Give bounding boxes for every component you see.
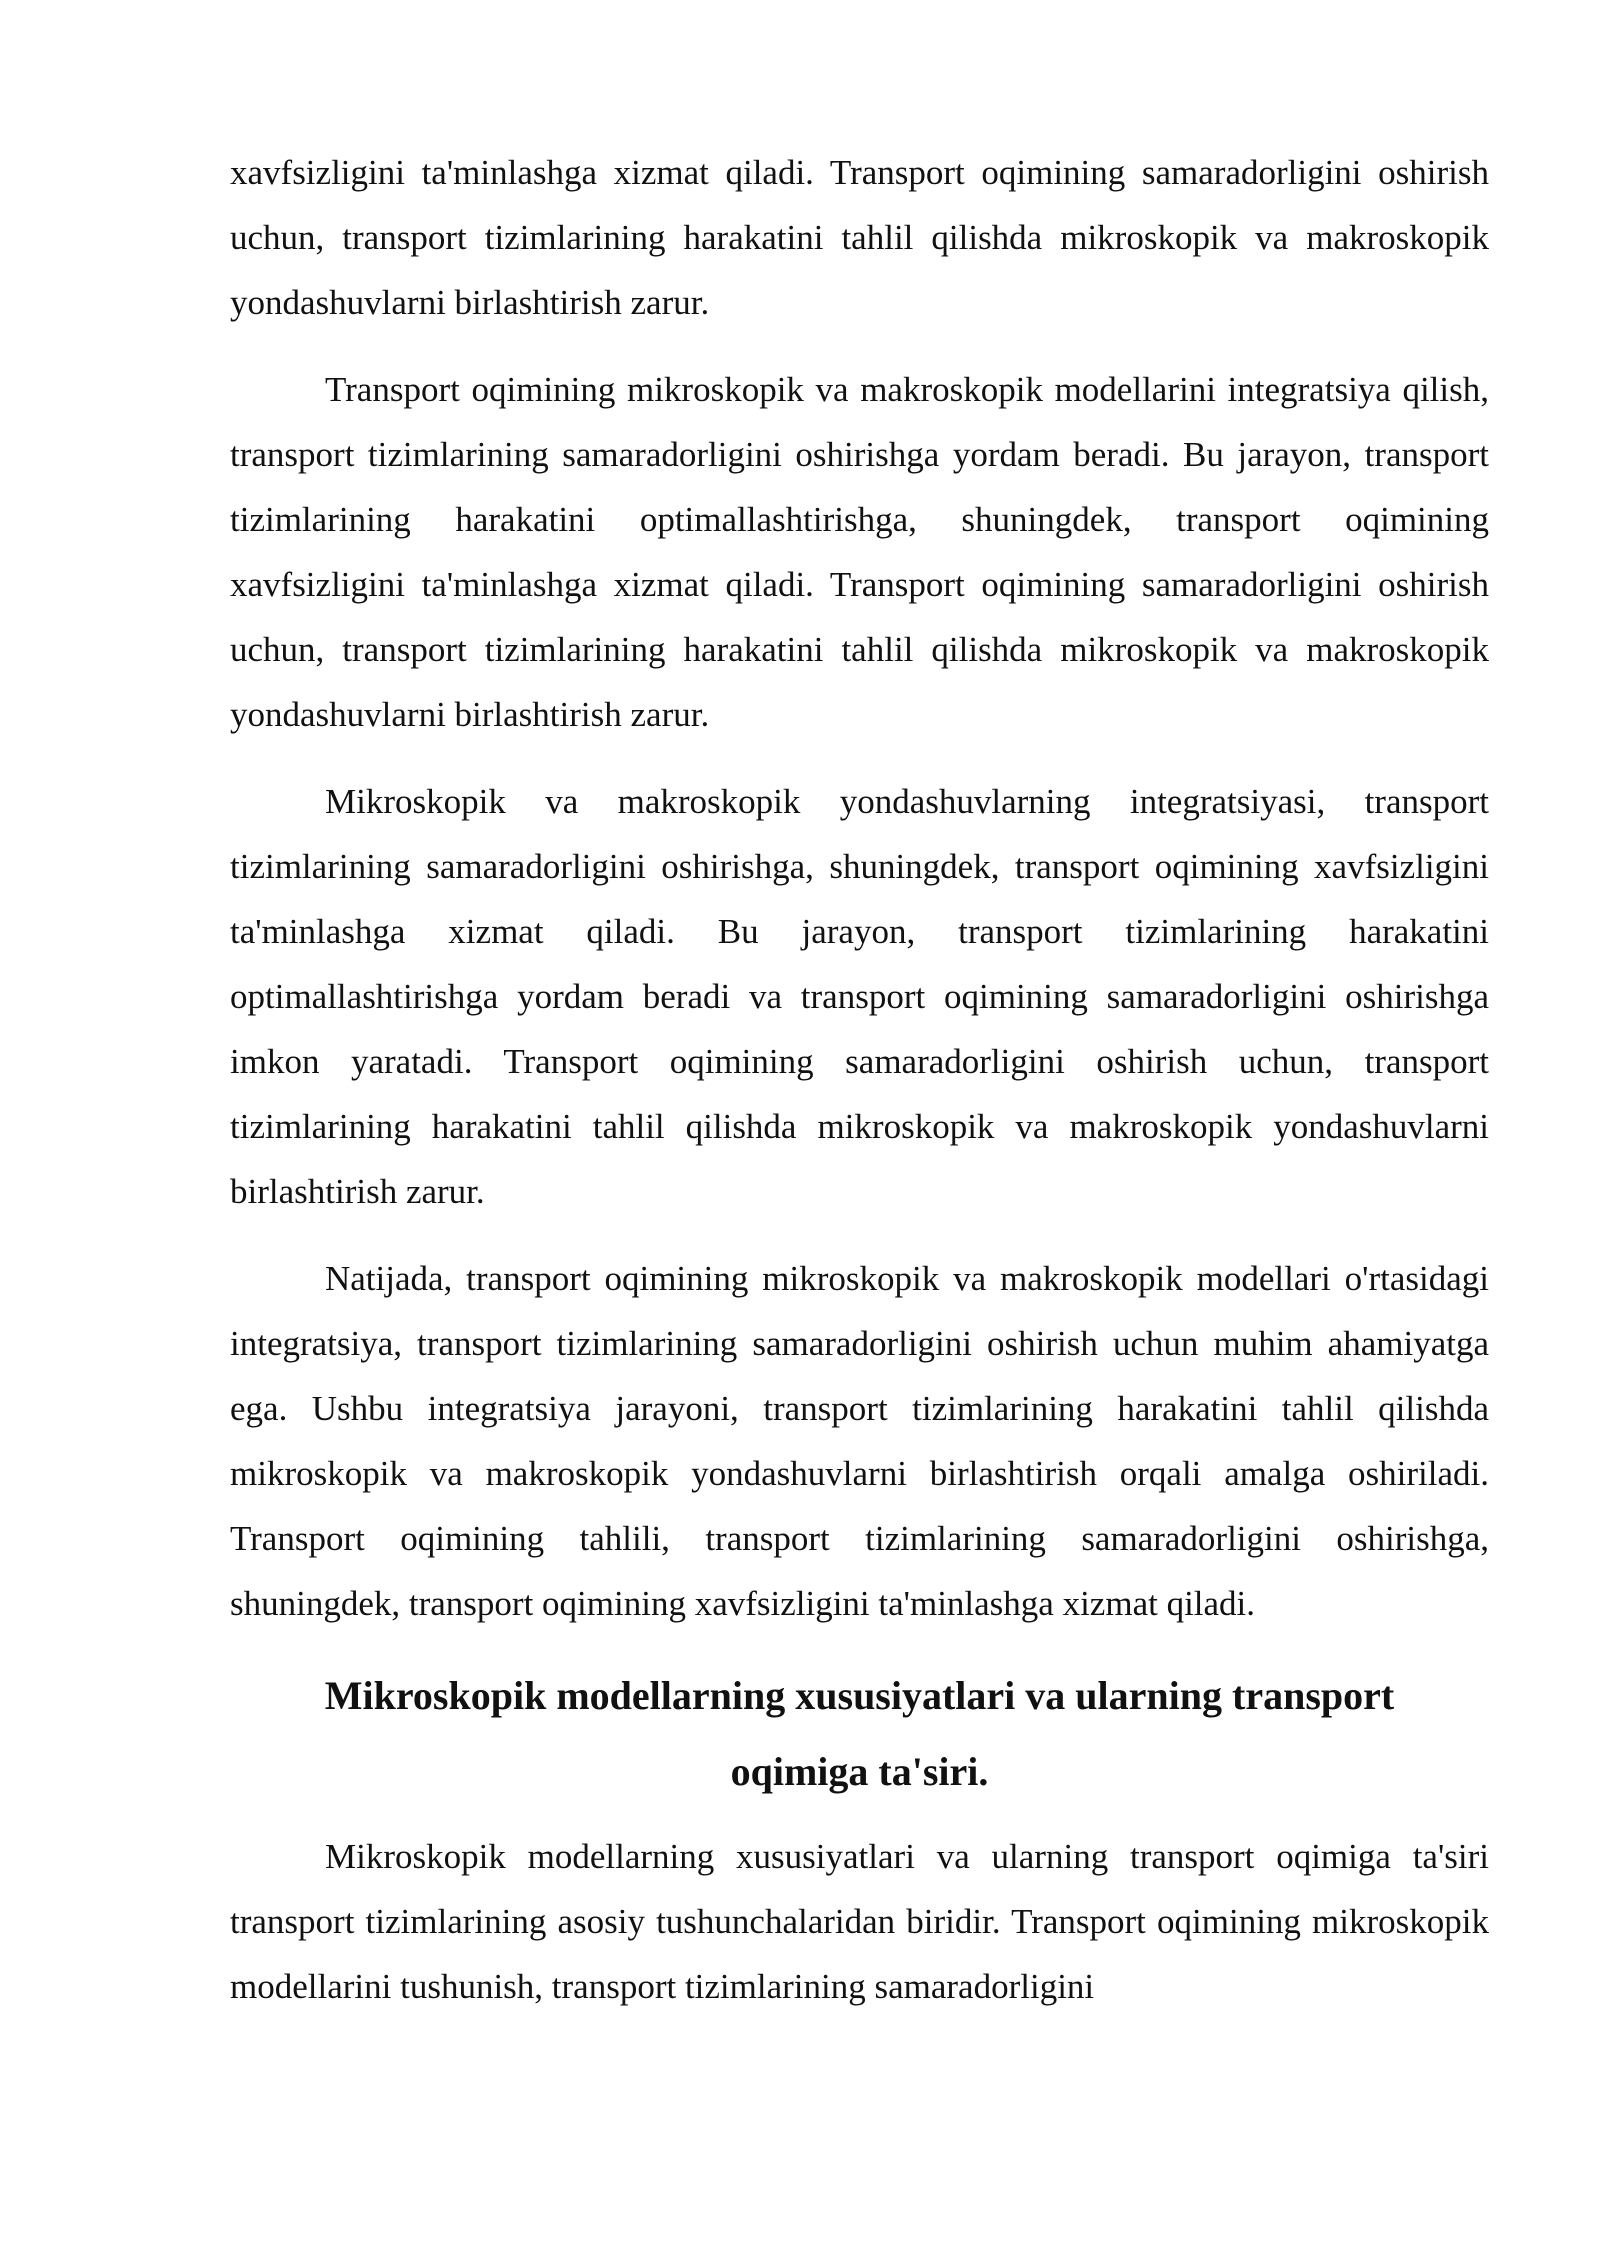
paragraph-section-intro: Mikroskopik modellarning xususiyatlari va ularning transport oqimiga ta'siri transport tizimlarining asosiy tushunchalaridan biridir. Transport oqimining mikroskopik modellarini tushunish, transport tizimlarining samaradorligini	[230, 1837, 1489, 2006]
document-page	[230, 140, 1489, 2041]
paragraph-integration-approaches: Mikroskopik va makroskopik yondashuvlarning integratsiyasi, transport tizimlarining samaradorligini oshirishga, shuningdek, transport oqimining xavfsizligini ta'minlashga xizmat qiladi. Bu jarayon, transport tizimlarining harakatini optimallashtirishga yordam beradi va transport oqimining samaradorligini oshirishga imkon yaratadi. Transport oqimining samaradorligini oshirish uchun, transport tizimlarining harakatini tahlil qilishda mikroskopik va makroskopik yondashuvlarni birlashtirish zarur.	[230, 782, 1489, 1211]
paragraph-conclusion: Natijada, transport oqimining mikroskopik va makroskopik modellari o'rtasidagi integratsiya, transport tizimlarining samaradorligini oshirish uchun muhim ahamiyatga ega. Ushbu integratsiya jarayoni, transport tizimlarining harakatini tahlil qilishda mikroskopik va makroskopik yondashuvlarni birlashtirish orqali amalga oshiriladi. Transport oqimining tahlili, transport tizimlarining samaradorligini oshirishga, shuningdek, transport oqimining xavfsizligini ta'minlashga xizmat qiladi.	[230, 1259, 1489, 1623]
section-heading: Mikroskopik modellarning xususiyatlari va ularning transport oqimiga ta'siri.	[324, 1673, 1395, 1794]
paragraph-continuation: xavfsizligini ta'minlashga xizmat qiladi. Transport oqimining samaradorligini oshirish uchun, transport tizimlarining harakatini tahlil qilishda mikroskopik va makroskopik yondashuvlarni birlashtirish zarur.	[230, 153, 1489, 322]
paragraph-integration-models: Transport oqimining mikroskopik va makroskopik modellarini integratsiya qilish, transport tizimlarining samaradorligini oshirishga yordam beradi. Bu jarayon, transport tizimlarining harakatini optimallashtirishga, shuningdek, transport oqimining xavfsizligini ta'minlashga xizmat qiladi. Transport oqimining samaradorligini oshirish uchun, transport tizimlarining harakatini tahlil qilishda mikroskopik va makroskopik yondashuvlarni birlashtirish zarur.	[230, 370, 1489, 734]
